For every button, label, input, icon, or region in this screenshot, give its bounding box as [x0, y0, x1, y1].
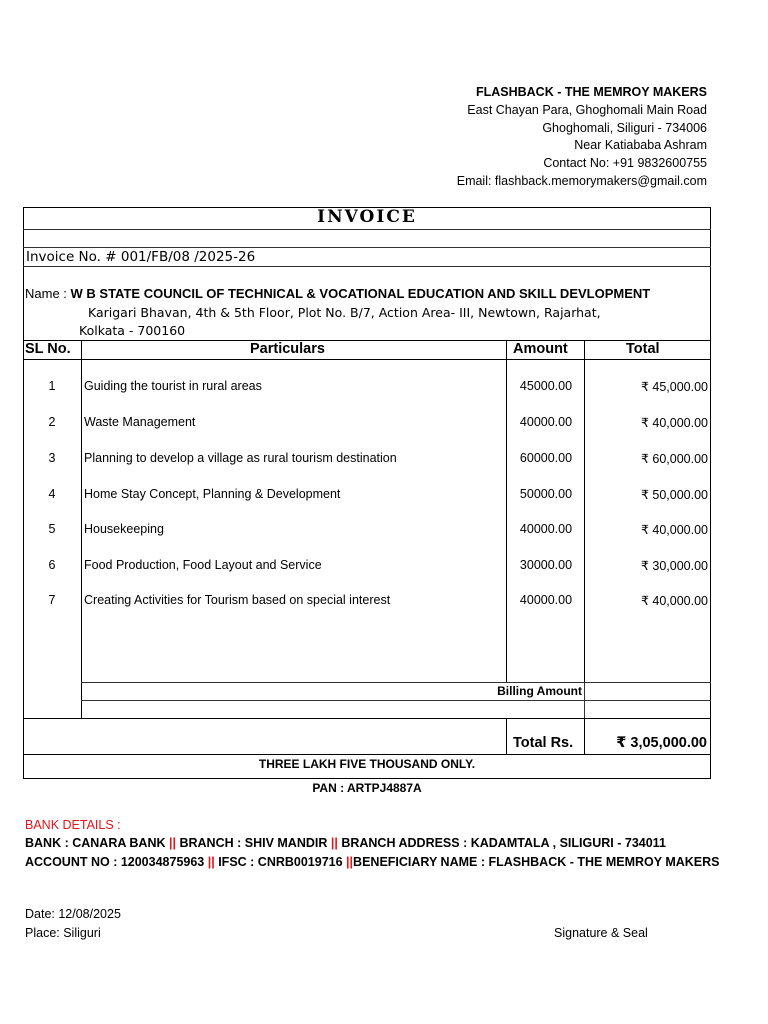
table-row — [0, 379, 768, 399]
separator: || — [207, 855, 215, 869]
invoice-place: Place: Siliguri — [25, 926, 101, 940]
client-name: W B STATE COUNCIL OF TECHNICAL & VOCATIONAL EDUCATION AND SKILL DEVLOPMENT — [70, 286, 651, 301]
company-address-line: Ghoghomali, Siliguri - 734006 — [542, 120, 707, 135]
company-contact: Contact No: +91 9832600755 — [543, 156, 707, 171]
row-amount: 30000.00 — [519, 558, 573, 572]
row-particular: Planning to develop a village as rural tourism destination — [84, 451, 397, 465]
row-total: ₹ 50,000.00 — [640, 488, 708, 502]
divider — [23, 340, 711, 341]
row-particular: Waste Management — [84, 415, 196, 429]
billing-amount-label: Billing Amount — [497, 684, 582, 698]
row-total: ₹ 45,000.00 — [640, 380, 708, 394]
company-address-line: East Chayan Para, Ghoghomali Main Road — [467, 102, 707, 117]
separator: || — [330, 836, 338, 850]
row-total: ₹ 60,000.00 — [640, 452, 708, 466]
invoice-title: INVOICE — [317, 207, 417, 227]
row-amount: 40000.00 — [519, 415, 573, 429]
column-line — [584, 683, 585, 719]
divider — [23, 718, 711, 719]
account-number: ACCOUNT NO : 120034875963 — [25, 855, 208, 869]
invoice-number: Invoice No. # 001/FB/08 /2025-26 — [26, 249, 256, 265]
table-border-bottom — [23, 778, 711, 779]
divider — [23, 229, 711, 230]
bank-details-title: BANK DETAILS : — [25, 818, 121, 832]
amount-in-words: THREE LAKH FIVE THOUSAND ONLY. — [258, 757, 476, 771]
row-sl: 1 — [48, 379, 56, 393]
divider — [23, 266, 711, 267]
row-sl: 2 — [48, 415, 56, 429]
signature-seal-label: Signature & Seal — [554, 926, 648, 940]
header-particulars: Particulars — [250, 341, 325, 357]
row-amount: 50000.00 — [519, 487, 573, 501]
row-sl: 3 — [48, 451, 56, 465]
divider — [23, 247, 711, 248]
divider — [81, 682, 711, 683]
row-sl: 6 — [48, 558, 56, 572]
divider — [81, 700, 711, 701]
column-line — [584, 718, 585, 754]
bank-name: BANK : CANARA BANK — [25, 836, 169, 850]
row-total: ₹ 40,000.00 — [640, 594, 708, 608]
column-line — [506, 718, 507, 754]
row-amount: 45000.00 — [519, 379, 573, 393]
client-address-line: Karigari Bhavan, 4th & 5th Floor, Plot No. B/7, Action Area- III, Newtown, Rajarhat, — [88, 305, 601, 320]
company-address-line: Near Katiababa Ashram — [574, 138, 707, 153]
table-row — [0, 522, 768, 542]
row-amount: 40000.00 — [519, 593, 573, 607]
row-particular: Guiding the tourist in rural areas — [84, 379, 262, 393]
table-row — [0, 593, 768, 613]
row-sl: 4 — [48, 487, 56, 501]
company-name: FLASHBACK - THE MEMROY MAKERS — [475, 85, 707, 99]
pan-number: PAN : ARTPJ4887A — [312, 781, 422, 795]
row-amount: 40000.00 — [519, 522, 573, 536]
table-row — [0, 415, 768, 435]
beneficiary-name: BENEFICIARY NAME : FLASHBACK - THE MEMROY MAKERS — [353, 855, 720, 869]
row-particular: Housekeeping — [84, 522, 164, 536]
client-name-row — [25, 286, 650, 301]
row-sl: 5 — [48, 522, 56, 536]
separator: || — [346, 855, 354, 869]
row-total: ₹ 40,000.00 — [640, 416, 708, 430]
row-particular: Home Stay Concept, Planning & Development — [84, 487, 341, 501]
bank-line-1 — [25, 836, 666, 850]
total-value: ₹ 3,05,000.00 — [616, 735, 707, 751]
company-header — [457, 84, 707, 191]
table-row — [0, 451, 768, 471]
bank-branch-address: BRANCH ADDRESS : KADAMTALA , SILIGURI - 734011 — [337, 836, 666, 850]
row-particular: Food Production, Food Layout and Service — [84, 558, 322, 572]
table-row — [0, 558, 768, 578]
row-total: ₹ 30,000.00 — [640, 559, 708, 573]
row-total: ₹ 40,000.00 — [640, 523, 708, 537]
divider — [23, 754, 711, 755]
bank-branch: BRANCH : SHIV MANDIR — [175, 836, 331, 850]
invoice-date: Date: 12/08/2025 — [25, 907, 121, 921]
separator: || — [168, 836, 176, 850]
row-sl: 7 — [48, 593, 56, 607]
header-amount: Amount — [513, 341, 568, 357]
row-particular: Creating Activities for Tourism based on special interest — [84, 593, 391, 607]
table-row — [0, 487, 768, 507]
bank-line-2 — [25, 855, 720, 869]
client-name-label: Name : — [25, 286, 71, 301]
total-label: Total Rs. — [513, 735, 574, 751]
divider — [23, 359, 711, 360]
company-email: Email: flashback.memorymakers@gmail.com — [456, 173, 707, 188]
ifsc-code: IFSC : CNRB0019716 — [214, 855, 347, 869]
row-amount: 60000.00 — [519, 451, 573, 465]
header-total: Total — [626, 341, 660, 357]
client-address-line: Kolkata - 700160 — [79, 323, 186, 338]
header-sl-no: SL No. — [25, 341, 71, 357]
